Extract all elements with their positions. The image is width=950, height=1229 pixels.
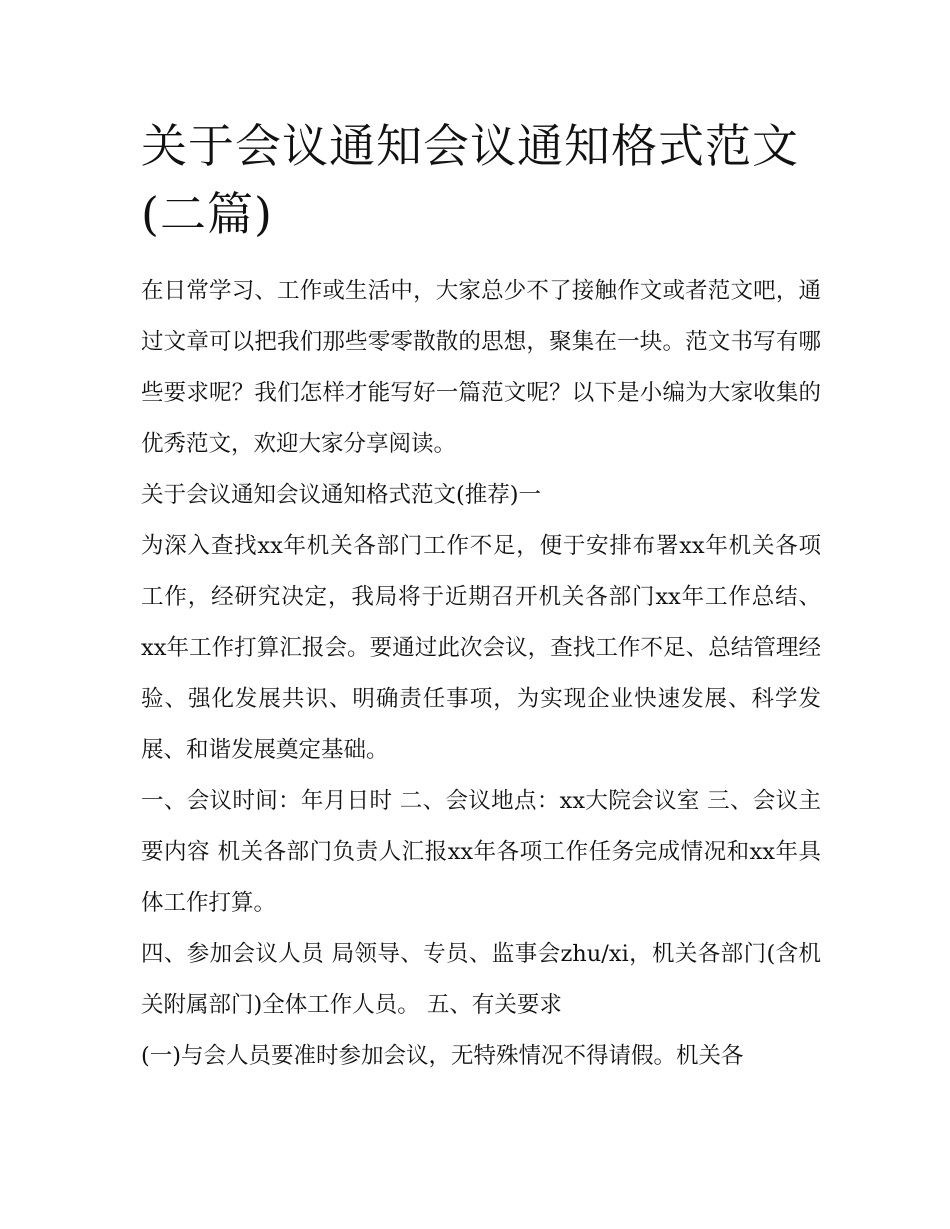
document-body: [141, 112, 821, 1082]
intro-paragraph: 在日常学习、工作或生活中，大家总少不了接触作文或者范文吧，通过文章可以把我们那些零零散散的思想，聚集在一块。范文书写有哪些要求呢？我们怎样才能写好一篇范文呢？以下是小编为大家收集的优秀范文，欢迎大家分享阅读。: [141, 278, 821, 457]
section-heading: 关于会议通知会议通知格式范文(推荐)一: [141, 482, 542, 508]
attendees-paragraph: 四、参加会议人员 局领导、专员、监事会zhu/xi，机关各部门(含机关附属部门)全体工作人员。 五、有关要求: [141, 941, 821, 1018]
notice-paragraph: 为深入查找xx年机关各部门工作不足，便于安排布署xx年机关各项工作，经研究决定，我局将于近期召开机关各部门xx年工作总结、xx年工作打算汇报会。要通过此次会议，查找工作不足、总结管理经验、强化发展共识、明确责任事项，为实现企业快速发展、科学发展、和谐发展奠定基础。: [141, 533, 821, 763]
document-title: 关于会议通知会议通知格式范文(二篇): [141, 119, 799, 241]
requirements-paragraph: (一)与会人员要准时参加会议，无特殊情况不得请假。机关各: [141, 1043, 744, 1069]
meeting-details-paragraph: 一、会议时间：年月日时 二、会议地点：xx大院会议室 三、会议主要内容 机关各部门负责人汇报xx年各项工作任务完成情况和xx年具体工作打算。: [141, 788, 821, 916]
